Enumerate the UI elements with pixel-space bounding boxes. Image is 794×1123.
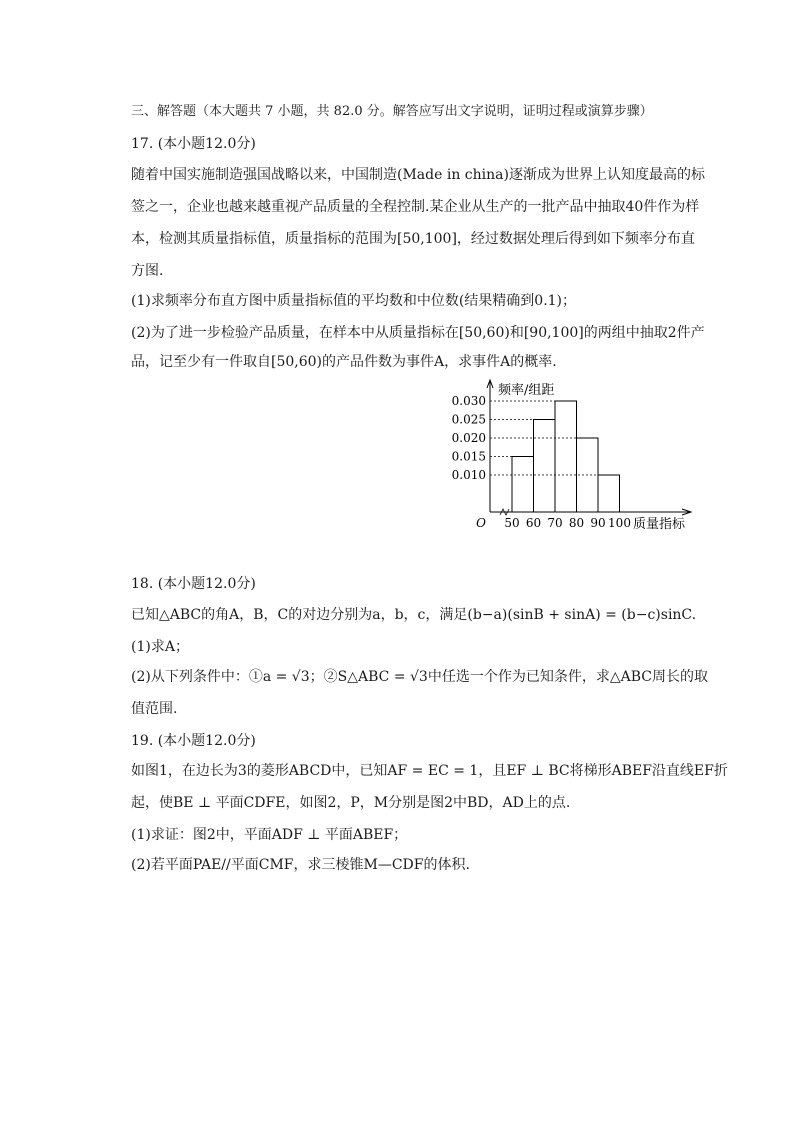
x-tick-label: 60 — [525, 516, 542, 530]
y-tick-label: 0.010 — [451, 468, 486, 482]
y-tick-label: 0.020 — [451, 431, 486, 445]
q19-number: 19. (本小题12.0分) — [131, 733, 256, 749]
histogram-bar — [555, 401, 577, 512]
axis-break — [500, 509, 509, 515]
section-header: 三、解答题（本大题共 7 小题，共 82.0 分。解答应写出文字说明，证明过程或演算步骤） — [131, 104, 653, 119]
q19-line-3: (1)求证：图2中，平面ADF ⊥ 平面ABEF； — [131, 827, 408, 843]
y-tick-label: 0.025 — [451, 412, 486, 427]
q17-line-1: 随着中国实施制造强国战略以来，中国制造(Made in china)逐渐成为世界上认知度最高的标 — [131, 167, 705, 183]
x-tick-label: 80 — [568, 516, 585, 530]
q17-line-7: 品，记至少有一件取自[50,60)的产品件数为事件A，求事件A的概率. — [131, 354, 557, 370]
q18-line-4: 值范围. — [131, 701, 178, 717]
y-tick-label: 0.015 — [451, 449, 486, 464]
histogram-bar — [512, 457, 534, 513]
q18-line-3: (2)从下列条件中：①a = √3；②S△ABC = √3中任选一个作为已知条件，求△ABC周长的取 — [131, 669, 708, 685]
q18-number: 18. (本小题12.0分) — [131, 576, 256, 592]
frequency-histogram — [450, 376, 700, 536]
q19-line-2: 起，使BE ⊥ 平面CDFE，如图2，P，M分别是图2中BD，AD上的点. — [131, 795, 571, 811]
origin-label: O — [476, 516, 486, 530]
q17-line-2: 签之一，企业也越来越重视产品质量的全程控制.某企业从生产的一批产品中抽取40件作为样 — [131, 199, 700, 215]
q19-line-4: (2)若平面PAE//平面CMF，求三棱锥M—CDF的体积. — [131, 857, 470, 873]
y-tick-label: 0.030 — [451, 394, 486, 408]
x-tick-label: 50 — [504, 516, 520, 530]
histogram-bar — [598, 475, 620, 512]
y-axis-label: 频率/组距 — [498, 383, 555, 398]
q18-line-2: (1)求A； — [131, 639, 189, 655]
x-axis-label: 质量指标 — [633, 517, 686, 532]
q17-line-5: (1)求频率分布直方图中质量指标值的平均数和中位数(结果精确到0.1)； — [131, 293, 577, 309]
q17-line-4: 方图. — [131, 263, 164, 279]
q17-line-3: 本，检测其质量指标值，质量指标的范围为[50,100]，经过数据处理后得到如下频率分布直 — [131, 231, 695, 247]
q18-line-1: 已知△ABC的角A，B，C的对边分别为a，b，c，满足(b−a)(sinB + sinA) = (b−c)sinC. — [131, 607, 697, 623]
histogram-bar — [534, 420, 556, 513]
x-tick-label: 70 — [547, 516, 563, 530]
x-tick-label: 100 — [608, 516, 631, 530]
x-tick-label: 90 — [590, 516, 606, 530]
q17-line-6: (2)为了进一步检验产品质量，在样本中从质量指标在[50,60)和[90,100]的两组中抽取2件产 — [131, 325, 705, 341]
q17-number: 17. (本小题12.0分) — [131, 136, 256, 152]
q19-line-1: 如图1，在边长为3的菱形ABCD中，已知AF = EC = 1，且EF ⊥ BC将梯形ABEF沿直线EF折 — [131, 763, 728, 779]
